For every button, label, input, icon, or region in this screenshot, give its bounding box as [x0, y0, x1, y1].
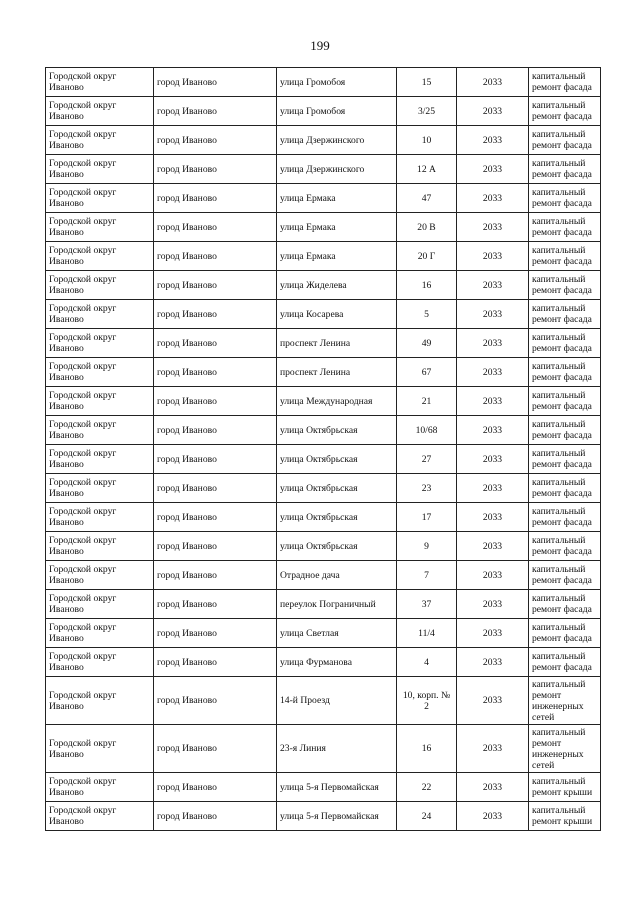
cell-house: 3/25	[397, 97, 457, 126]
cell-street: улица 5-я Первомайская	[277, 773, 397, 802]
cell-work: капитальный ремонт фасада	[529, 561, 601, 590]
page-number: 199	[310, 38, 330, 53]
cell-city: город Иваново	[154, 300, 277, 329]
cell-year: 2033	[457, 358, 529, 387]
cell-work: капитальный ремонт крыши	[529, 802, 601, 831]
cell-work: капитальный ремонт инженерных сетей	[529, 677, 601, 725]
cell-house: 49	[397, 329, 457, 358]
cell-district: Городской округ Иваново	[46, 155, 154, 184]
table-row	[46, 802, 601, 831]
cell-street: улица 5-я Первомайская	[277, 802, 397, 831]
cell-street: улица Дзержинского	[277, 126, 397, 155]
cell-district: Городской округ Иваново	[46, 561, 154, 590]
cell-street: проспект Ленина	[277, 329, 397, 358]
cell-work: капитальный ремонт фасада	[529, 126, 601, 155]
cell-city: город Иваново	[154, 416, 277, 445]
cell-year: 2033	[457, 416, 529, 445]
cell-work: капитальный ремонт фасада	[529, 474, 601, 503]
cell-street: проспект Ленина	[277, 358, 397, 387]
repair-schedule-table	[45, 67, 601, 831]
cell-district: Городской округ Иваново	[46, 503, 154, 532]
cell-year: 2033	[457, 213, 529, 242]
cell-city: город Иваново	[154, 677, 277, 725]
cell-city: город Иваново	[154, 474, 277, 503]
table-body	[46, 68, 601, 831]
table-row	[46, 358, 601, 387]
cell-work: капитальный ремонт фасада	[529, 590, 601, 619]
table-row	[46, 677, 601, 725]
table-row	[46, 725, 601, 773]
cell-city: город Иваново	[154, 155, 277, 184]
table-row	[46, 474, 601, 503]
cell-house: 15	[397, 68, 457, 97]
cell-city: город Иваново	[154, 387, 277, 416]
cell-city: город Иваново	[154, 648, 277, 677]
cell-work: капитальный ремонт инженерных сетей	[529, 725, 601, 773]
cell-street: Отрадное дача	[277, 561, 397, 590]
cell-house: 10	[397, 126, 457, 155]
cell-house: 47	[397, 184, 457, 213]
table-row	[46, 242, 601, 271]
cell-district: Городской округ Иваново	[46, 590, 154, 619]
cell-district: Городской округ Иваново	[46, 773, 154, 802]
cell-house: 22	[397, 773, 457, 802]
table-row	[46, 561, 601, 590]
table-row	[46, 126, 601, 155]
cell-year: 2033	[457, 532, 529, 561]
table-row	[46, 503, 601, 532]
cell-work: капитальный ремонт фасада	[529, 619, 601, 648]
table-row	[46, 445, 601, 474]
cell-year: 2033	[457, 97, 529, 126]
cell-work: капитальный ремонт фасада	[529, 271, 601, 300]
cell-street: улица Октябрьская	[277, 532, 397, 561]
cell-street: улица Ермака	[277, 213, 397, 242]
cell-city: город Иваново	[154, 271, 277, 300]
cell-year: 2033	[457, 677, 529, 725]
cell-house: 16	[397, 271, 457, 300]
cell-year: 2033	[457, 474, 529, 503]
cell-year: 2033	[457, 271, 529, 300]
cell-house: 24	[397, 802, 457, 831]
cell-street: улица Громобоя	[277, 68, 397, 97]
cell-year: 2033	[457, 68, 529, 97]
cell-work: капитальный ремонт фасада	[529, 184, 601, 213]
cell-work: капитальный ремонт фасада	[529, 155, 601, 184]
cell-city: город Иваново	[154, 184, 277, 213]
cell-district: Городской округ Иваново	[46, 725, 154, 773]
cell-house: 20 В	[397, 213, 457, 242]
cell-city: город Иваново	[154, 532, 277, 561]
cell-house: 9	[397, 532, 457, 561]
cell-street: улица Октябрьская	[277, 503, 397, 532]
cell-year: 2033	[457, 300, 529, 329]
table-row	[46, 213, 601, 242]
table-row	[46, 773, 601, 802]
cell-work: капитальный ремонт фасада	[529, 300, 601, 329]
cell-city: город Иваново	[154, 445, 277, 474]
cell-city: город Иваново	[154, 503, 277, 532]
cell-district: Городской округ Иваново	[46, 677, 154, 725]
cell-year: 2033	[457, 242, 529, 271]
cell-street: улица Международная	[277, 387, 397, 416]
cell-house: 4	[397, 648, 457, 677]
table-row	[46, 68, 601, 97]
cell-city: город Иваново	[154, 126, 277, 155]
cell-street: улица Жиделева	[277, 271, 397, 300]
cell-house: 10/68	[397, 416, 457, 445]
cell-district: Городской округ Иваново	[46, 271, 154, 300]
cell-city: город Иваново	[154, 773, 277, 802]
cell-year: 2033	[457, 725, 529, 773]
cell-work: капитальный ремонт фасада	[529, 358, 601, 387]
cell-house: 12 А	[397, 155, 457, 184]
cell-street: улица Октябрьская	[277, 474, 397, 503]
cell-year: 2033	[457, 561, 529, 590]
table-row	[46, 184, 601, 213]
cell-street: 23-я Линия	[277, 725, 397, 773]
cell-street: переулок Пограничный	[277, 590, 397, 619]
cell-year: 2033	[457, 503, 529, 532]
cell-city: город Иваново	[154, 97, 277, 126]
cell-district: Городской округ Иваново	[46, 213, 154, 242]
cell-city: город Иваново	[154, 213, 277, 242]
cell-district: Городской округ Иваново	[46, 68, 154, 97]
cell-district: Городской округ Иваново	[46, 474, 154, 503]
cell-year: 2033	[457, 387, 529, 416]
cell-street: улица Светлая	[277, 619, 397, 648]
table-row	[46, 416, 601, 445]
cell-year: 2033	[457, 126, 529, 155]
table-row	[46, 271, 601, 300]
cell-year: 2033	[457, 773, 529, 802]
cell-street: улица Октябрьская	[277, 445, 397, 474]
cell-year: 2033	[457, 329, 529, 358]
cell-street: улица Фурманова	[277, 648, 397, 677]
cell-street: улица Октябрьская	[277, 416, 397, 445]
cell-year: 2033	[457, 648, 529, 677]
table-row	[46, 387, 601, 416]
cell-work: капитальный ремонт фасада	[529, 416, 601, 445]
cell-district: Городской округ Иваново	[46, 300, 154, 329]
cell-work: капитальный ремонт фасада	[529, 213, 601, 242]
cell-house: 20 Г	[397, 242, 457, 271]
table-row	[46, 590, 601, 619]
cell-year: 2033	[457, 445, 529, 474]
cell-city: город Иваново	[154, 802, 277, 831]
cell-year: 2033	[457, 155, 529, 184]
table-row	[46, 97, 601, 126]
cell-district: Городской округ Иваново	[46, 416, 154, 445]
cell-house: 67	[397, 358, 457, 387]
cell-house: 5	[397, 300, 457, 329]
cell-city: город Иваново	[154, 358, 277, 387]
table-row	[46, 619, 601, 648]
cell-work: капитальный ремонт фасада	[529, 648, 601, 677]
table-row	[46, 329, 601, 358]
cell-house: 16	[397, 725, 457, 773]
cell-house: 11/4	[397, 619, 457, 648]
cell-house: 37	[397, 590, 457, 619]
cell-house: 17	[397, 503, 457, 532]
cell-house: 23	[397, 474, 457, 503]
cell-year: 2033	[457, 184, 529, 213]
cell-city: город Иваново	[154, 329, 277, 358]
cell-district: Городской округ Иваново	[46, 329, 154, 358]
cell-work: капитальный ремонт фасада	[529, 532, 601, 561]
cell-district: Городской округ Иваново	[46, 126, 154, 155]
cell-district: Городской округ Иваново	[46, 648, 154, 677]
cell-year: 2033	[457, 590, 529, 619]
cell-city: город Иваново	[154, 619, 277, 648]
cell-house: 21	[397, 387, 457, 416]
cell-city: город Иваново	[154, 68, 277, 97]
cell-district: Городской округ Иваново	[46, 97, 154, 126]
cell-district: Городской округ Иваново	[46, 387, 154, 416]
cell-work: капитальный ремонт фасада	[529, 97, 601, 126]
cell-district: Городской округ Иваново	[46, 619, 154, 648]
cell-district: Городской округ Иваново	[46, 242, 154, 271]
cell-year: 2033	[457, 619, 529, 648]
cell-city: город Иваново	[154, 590, 277, 619]
cell-work: капитальный ремонт фасада	[529, 329, 601, 358]
cell-district: Городской округ Иваново	[46, 802, 154, 831]
cell-district: Городской округ Иваново	[46, 445, 154, 474]
table-row	[46, 155, 601, 184]
table-row	[46, 532, 601, 561]
cell-house: 27	[397, 445, 457, 474]
cell-city: город Иваново	[154, 725, 277, 773]
cell-house: 10, корп. № 2	[397, 677, 457, 725]
cell-city: город Иваново	[154, 561, 277, 590]
cell-district: Городской округ Иваново	[46, 184, 154, 213]
table-row	[46, 300, 601, 329]
cell-street: улица Громобоя	[277, 97, 397, 126]
cell-district: Городской округ Иваново	[46, 532, 154, 561]
cell-work: капитальный ремонт фасада	[529, 68, 601, 97]
cell-work: капитальный ремонт фасада	[529, 503, 601, 532]
cell-street: 14-й Проезд	[277, 677, 397, 725]
table-row	[46, 648, 601, 677]
cell-work: капитальный ремонт крыши	[529, 773, 601, 802]
cell-work: капитальный ремонт фасада	[529, 242, 601, 271]
cell-district: Городской округ Иваново	[46, 358, 154, 387]
cell-city: город Иваново	[154, 242, 277, 271]
cell-street: улица Ермака	[277, 184, 397, 213]
cell-street: улица Дзержинского	[277, 155, 397, 184]
cell-work: капитальный ремонт фасада	[529, 387, 601, 416]
cell-work: капитальный ремонт фасада	[529, 445, 601, 474]
cell-street: улица Ермака	[277, 242, 397, 271]
cell-year: 2033	[457, 802, 529, 831]
cell-street: улица Косарева	[277, 300, 397, 329]
cell-house: 7	[397, 561, 457, 590]
